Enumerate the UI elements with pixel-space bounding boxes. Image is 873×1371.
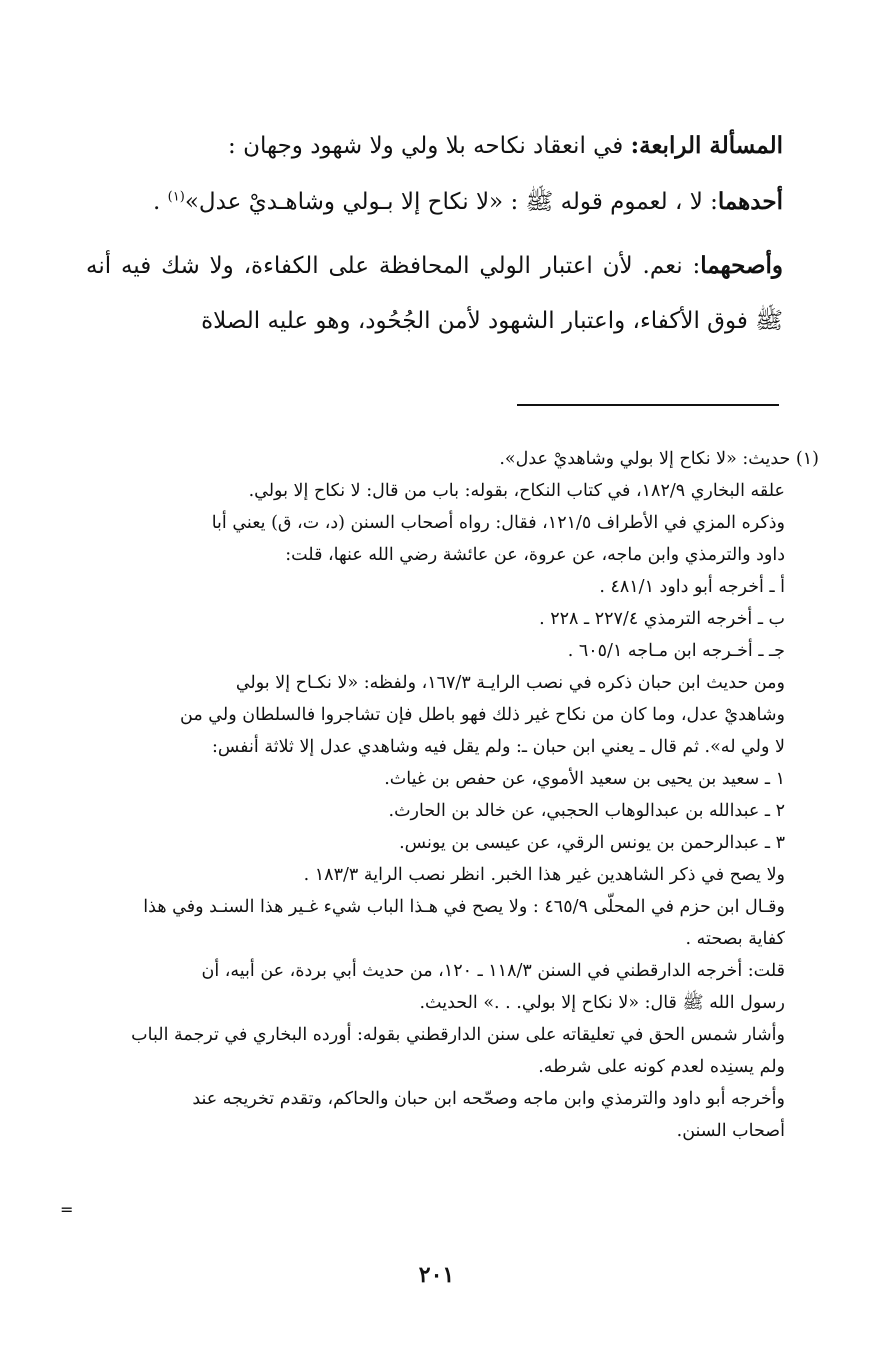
footnote-line: ب ـ أخرجه الترمذي ٢٢٧/٤ ـ ٢٢٨ . <box>539 609 785 629</box>
footnote-line: وأشار شمس الحق في تعليقاته على سنن الدارقطني بقوله: أورده البخاري في ترجمة الباب <box>131 1025 785 1045</box>
main-paragraph-2 <box>86 238 783 349</box>
page-number: ٢٠١ <box>418 1262 455 1288</box>
main-line-2 <box>86 174 783 230</box>
footnote-line: وأخرجه أبو داود والترمذي وابن ماجه وصحّحه ابن حبان والحاكم، وتقدم تخريجه عند <box>192 1089 785 1109</box>
footnote-line: أ ـ أخرجه أبو داود ٤٨١/١ . <box>599 577 785 597</box>
first-opinion-text: : لا ، لعموم قوله ﷺ : «لا نكاح إلا بـولي وشاهـديْ عدل» <box>184 189 718 215</box>
footnote-line: وذكره المزي في الأطراف ١٢١/٥، فقال: رواه أصحاب السنن (د، ت، ق) يعني أبا <box>211 513 785 533</box>
footnote-line: وشاهديْ عدل، وما كان من نكاح غير ذلك فهو باطل فإن تشاجروا فالسلطان ولي من <box>180 705 785 725</box>
footnote-line: ولا يصح في ذكر الشاهدين غير هذا الخبر. انظر نصب الراية ١٨٣/٣ . <box>303 865 785 885</box>
footnote-line: (١) حديث: «لا نكاح إلا بولي وشاهديْ عدل». <box>499 449 819 469</box>
footnote-line: جـ ـ أخـرجه ابن مـاجه ٦٠٥/١ . <box>567 641 785 661</box>
footnote-line: رسول الله ﷺ قال: «لا نكاح إلا بولي. . .» الحديث. <box>419 993 785 1013</box>
footnote-line: ومن حديث ابن حبان ذكره في نصب الرايـة ١٦٧/٣، ولفظه: «لا نكـاح إلا بولي <box>235 673 785 693</box>
margin-mark: = <box>60 1200 74 1219</box>
first-opinion-label: أحدهما <box>717 188 783 215</box>
footnote-line: ٢ ـ عبدالله بن عبدالوهاب الحجبي، عن خالد بن الحارث. <box>388 801 785 821</box>
footnote-line: أصحاب السنن. <box>676 1121 785 1141</box>
footnote-line: لا ولي له». ثم قال ـ يعني ابن حبان ـ: ولم يقل فيه وشاهدي عدل إلا ثلاثة أنفس: <box>211 737 785 757</box>
footnote-line: ١ ـ سعيد بن يحيى بن سعيد الأموي، عن حفص بن غياث. <box>384 769 785 789</box>
footnote-line: وقـال ابن حزم في المحلّى ٤٦٥/٩ : ولا يصح في هـذا الباب شيء غـير هذا السنـد وفي هذا <box>143 897 785 917</box>
footnote-line: داود والترمذي وابن ماجه، عن عروة، عن عائشة رضي الله عنها، قلت: <box>285 545 785 565</box>
footnote-line: ٣ ـ عبدالرحمن بن يونس الرقي، عن عيسى بن يونس. <box>399 833 785 853</box>
correct-opinion-text: : نعم. لأن اعتبار الولي المحافظة على الكفاءة، ولا شك فيه أنه ﷺ فوق الأكفاء، واعتبار الشهود لأمن الجُحُود، وهو عليه الصلاة <box>86 253 783 334</box>
first-opinion-end: . <box>153 189 168 215</box>
issue-heading-rest: في انعقاد نكاحه بلا ولي ولا شهود وجهان : <box>228 133 631 159</box>
footnote-line: كفاية بصحته . <box>685 929 785 949</box>
main-text <box>86 118 783 349</box>
footnote-line: علقه البخاري ١٨٢/٩، في كتاب النكاح، بقوله: باب من قال: لا نكاح إلا بولي. <box>248 481 785 501</box>
correct-opinion-label: وأصحهما <box>700 252 783 279</box>
footnote-line: ولم يسنِده لعدم كونه على شرطه. <box>538 1057 785 1077</box>
issue-heading: المسألة الرابعة: <box>630 132 783 159</box>
footnote-line: قلت: أخرجه الدارقطني في السنن ١١٨/٣ ـ ١٢٠، من حديث أبي بردة، عن أبيه، أن <box>201 961 785 981</box>
footnote-ref: (١) <box>167 189 185 205</box>
main-line-1 <box>86 118 783 174</box>
footnote-separator <box>517 404 779 406</box>
footnotes-block <box>84 443 819 1147</box>
